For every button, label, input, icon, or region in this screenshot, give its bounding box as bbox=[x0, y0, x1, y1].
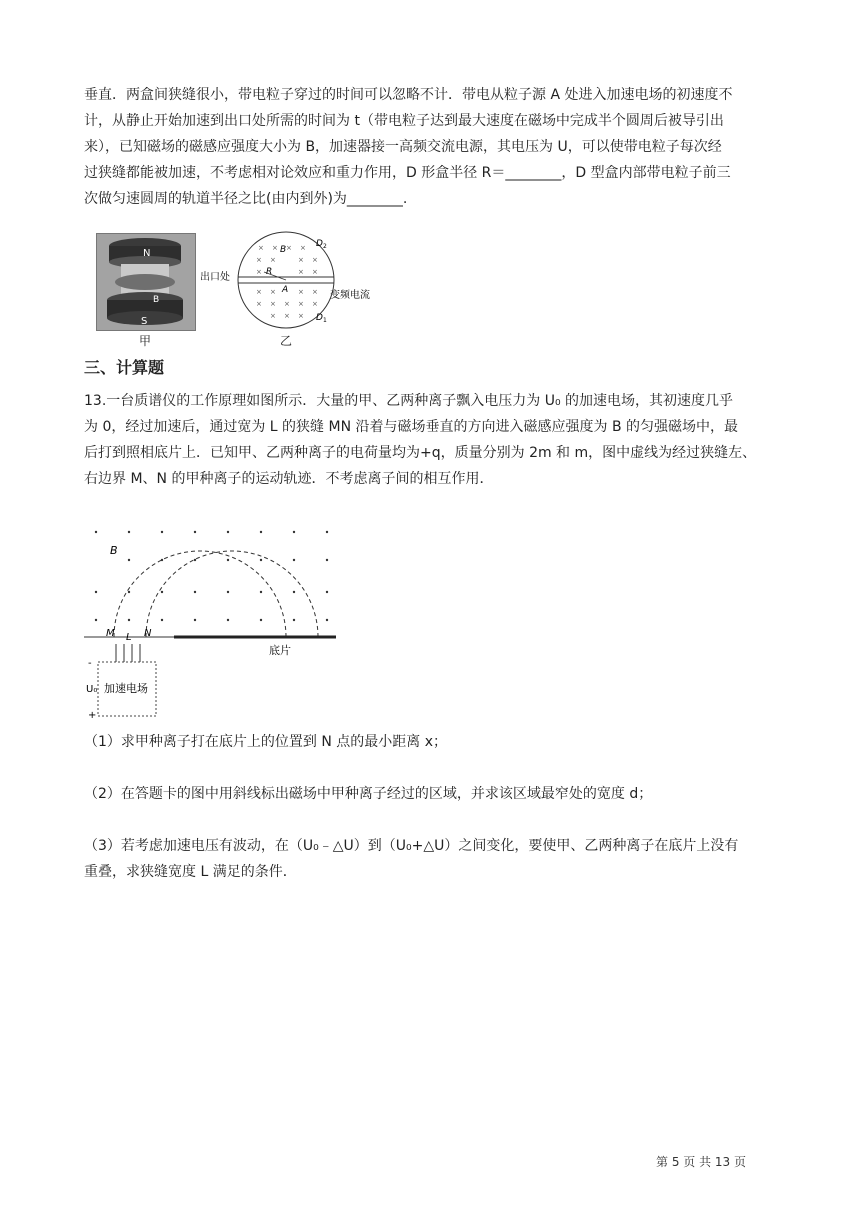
sub-question-1: （1）求甲种离子打在底片上的位置到 N 点的最小距离 x； bbox=[84, 734, 448, 750]
mass-spectrometer-diagram bbox=[84, 520, 344, 720]
trajectory-M bbox=[114, 551, 286, 637]
cyclotron-photo-drawing bbox=[97, 234, 195, 330]
svg-text:×: × bbox=[270, 256, 276, 264]
svg-text:×: × bbox=[312, 288, 318, 296]
exit-label: 出口处 bbox=[200, 272, 230, 283]
D2-subscript: 2 bbox=[323, 243, 327, 250]
sub-question-2: （2）在答题卡的图中用斜线标出磁场中甲种离子经过的区域，并求该区域最窄处的宽度 d； bbox=[84, 786, 653, 802]
B-label: B bbox=[110, 544, 118, 557]
svg-text:×: × bbox=[300, 244, 306, 252]
svg-text:×: × bbox=[284, 300, 290, 308]
A-label: A bbox=[282, 285, 289, 295]
D2-label: D bbox=[316, 239, 323, 249]
svg-text:×: × bbox=[298, 288, 304, 296]
text-line: 重叠，求狭缝宽度 L 满足的条件． bbox=[84, 864, 297, 880]
page-number: 第 5 页 共 13 页 bbox=[656, 1155, 746, 1169]
M-label: M bbox=[106, 628, 115, 639]
svg-text:×: × bbox=[256, 300, 262, 308]
text-line: 来），已知磁场的磁感应强度大小为 B，加速器接一高频交流电源，其电压为 U，可以使带电粒子每次经 bbox=[84, 139, 722, 155]
alternating-current-label: 变频电流 bbox=[330, 290, 370, 301]
north-pole-label: N bbox=[143, 248, 151, 259]
caption-right: 乙 bbox=[280, 334, 293, 348]
cyclotron-photo bbox=[96, 233, 196, 331]
L-label: L bbox=[126, 632, 132, 643]
svg-text:×: × bbox=[298, 312, 304, 320]
svg-text:×: × bbox=[286, 244, 292, 252]
D1-label: D bbox=[316, 313, 323, 323]
svg-text:×: × bbox=[312, 268, 318, 276]
svg-text:×: × bbox=[270, 288, 276, 296]
svg-text:×: × bbox=[272, 244, 278, 252]
text-line: 13.一台质谱仪的工作原理如图所示．大量的甲、乙两种离子飘入电压力为 U₀ 的加速电场，其初速度几乎 bbox=[84, 393, 734, 409]
svg-text:×: × bbox=[312, 256, 318, 264]
svg-text:×: × bbox=[298, 300, 304, 308]
svg-text:×: × bbox=[256, 268, 262, 276]
svg-text:×: × bbox=[298, 256, 304, 264]
B-label: B bbox=[280, 245, 287, 255]
svg-text:B: B bbox=[153, 295, 160, 305]
svg-text:×: × bbox=[298, 268, 304, 276]
svg-text:×: × bbox=[270, 312, 276, 320]
south-pole-label: S bbox=[141, 316, 148, 327]
plus-label: + bbox=[88, 710, 97, 720]
R-label: R bbox=[266, 267, 273, 277]
problem-13-text bbox=[84, 388, 784, 492]
text-line: 右边界 M、N 的甲种离子的运动轨迹．不考虑离子间的相互作用． bbox=[84, 471, 494, 487]
text-line: （3）若考虑加速电压有波动，在（U₀﹣△U）到（U₀+△U）之间变化，要使甲、乙两种离子在底片上没有 bbox=[84, 838, 739, 854]
field-dots bbox=[95, 531, 328, 621]
svg-text:×: × bbox=[270, 300, 276, 308]
text-line: 垂直．两盒间狭缝很小，带电粒子穿过的时间可以忽略不计．带电从粒子源 A 处进入加速电场的初速度不 bbox=[84, 87, 733, 103]
text-line: 后打到照相底片上．已知甲、乙两种离子的电荷量均为+q，质量分别为 2m 和 m，图中虚线为经过狭缝左、 bbox=[84, 445, 757, 461]
svg-text:×: × bbox=[256, 288, 262, 296]
dee-diagram bbox=[196, 228, 396, 348]
section-heading: 三、计算题 bbox=[84, 358, 165, 377]
N-label: N bbox=[144, 628, 152, 639]
text-line: 计，从静止开始加速到出口处所需的时间为 t（带电粒子达到最大速度在磁场中完成半个圆周后被导引出 bbox=[84, 113, 724, 129]
svg-text:×: × bbox=[312, 300, 318, 308]
svg-text:×: × bbox=[256, 256, 262, 264]
text-line: 为 0，经过加速后，通过宽为 L 的狭缝 MN 沿着与磁场垂直的方向进入磁感应强度为 B 的匀强磁场中，最 bbox=[84, 419, 739, 435]
svg-text:×: × bbox=[284, 312, 290, 320]
text-line: 过狭缝都能被加速，不考虑相对论效应和重力作用，D 形盒半径 R＝________，D 型盒内部带电粒子前三 bbox=[84, 165, 731, 181]
accel-field-label: 加速电场 bbox=[104, 682, 148, 695]
U0-label: U₀ bbox=[86, 684, 98, 695]
D1-subscript: 1 bbox=[323, 317, 327, 324]
film-label: 底片 bbox=[269, 644, 291, 657]
minus-label: - bbox=[88, 658, 92, 669]
sub-question-3 bbox=[84, 833, 784, 885]
svg-text:×: × bbox=[258, 244, 264, 252]
caption-left: 甲 bbox=[139, 334, 152, 348]
trajectory-N bbox=[146, 551, 318, 637]
text-line: 次做匀速圆周的轨道半径之比(由内到外)为________. bbox=[84, 191, 408, 207]
problem-12-text bbox=[84, 82, 784, 212]
